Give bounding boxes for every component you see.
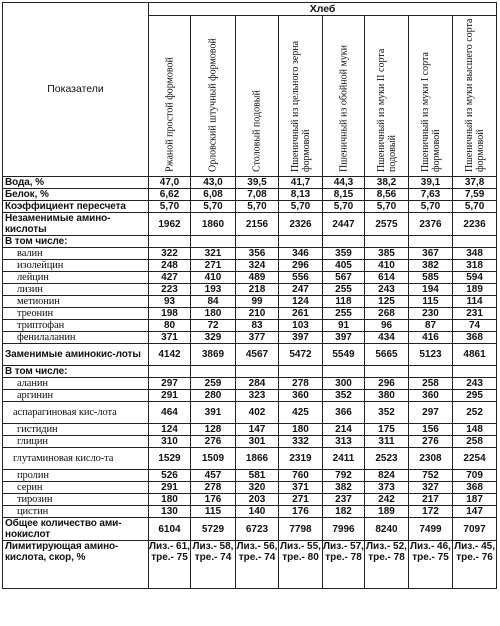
cell-value: 124 bbox=[279, 296, 323, 308]
row-label: цистин bbox=[3, 506, 149, 518]
cell-value: Лиз.- 61, тре.- 75 bbox=[149, 541, 191, 589]
cell-value: 180 bbox=[149, 494, 191, 506]
row-label: глицин bbox=[3, 436, 149, 448]
row-label: пролин bbox=[3, 470, 149, 482]
column-header bbox=[453, 16, 497, 177]
cell-value: 7,59 bbox=[453, 189, 497, 201]
cell-value: 7,08 bbox=[236, 189, 279, 201]
cell-value: 130 bbox=[149, 506, 191, 518]
cell-value: 356 bbox=[236, 248, 279, 260]
cell-value: 2575 bbox=[365, 213, 409, 236]
cell-value: 5729 bbox=[191, 518, 236, 541]
cell-value: 318 bbox=[453, 260, 497, 272]
cell-value: 5,70 bbox=[191, 201, 236, 213]
cell-value: 189 bbox=[453, 284, 497, 296]
row-label: тирозин bbox=[3, 494, 149, 506]
row-label: серин bbox=[3, 482, 149, 494]
table-row bbox=[3, 296, 497, 308]
cell-value: 83 bbox=[236, 320, 279, 332]
cell-value: 180 bbox=[279, 424, 323, 436]
cell-value bbox=[149, 236, 191, 248]
cell-value: 5,70 bbox=[323, 201, 365, 213]
cell-value: 6,62 bbox=[149, 189, 191, 201]
table-row bbox=[3, 541, 497, 589]
cell-value: 8,56 bbox=[365, 189, 409, 201]
cell-value: 352 bbox=[365, 402, 409, 424]
cell-value: 301 bbox=[236, 436, 279, 448]
cell-value: 391 bbox=[191, 402, 236, 424]
cell-value: 367 bbox=[409, 248, 453, 260]
cell-value: 38,2 bbox=[365, 177, 409, 189]
cell-value bbox=[191, 236, 236, 248]
cell-value: 248 bbox=[149, 260, 191, 272]
column-header-label: Орловский штучный формовой bbox=[207, 38, 219, 172]
cell-value: 43,0 bbox=[191, 177, 236, 189]
cell-value: 8240 bbox=[365, 518, 409, 541]
cell-value: 194 bbox=[409, 284, 453, 296]
cell-value: 295 bbox=[453, 390, 497, 402]
cell-value: 125 bbox=[365, 296, 409, 308]
cell-value: 402 bbox=[236, 402, 279, 424]
table-row bbox=[3, 332, 497, 344]
cell-value: 237 bbox=[323, 494, 365, 506]
cell-value: 1866 bbox=[236, 448, 279, 470]
column-header-label: Ржаной простой формовой bbox=[164, 57, 175, 172]
cell-value: 6104 bbox=[149, 518, 191, 541]
row-label: лизин bbox=[3, 284, 149, 296]
cell-value: 243 bbox=[453, 378, 497, 390]
cell-value: 193 bbox=[191, 284, 236, 296]
column-header-label: Столовый подовый bbox=[251, 90, 263, 172]
cell-value bbox=[365, 236, 409, 248]
cell-value: 7097 bbox=[453, 518, 497, 541]
cell-value: 175 bbox=[365, 424, 409, 436]
table-row bbox=[3, 494, 497, 506]
cell-value: 348 bbox=[453, 248, 497, 260]
table-row bbox=[3, 236, 497, 248]
cell-value: 321 bbox=[191, 248, 236, 260]
table-row bbox=[3, 284, 497, 296]
cell-value: 567 bbox=[323, 272, 365, 284]
row-label: аспарагиновая кис-лота bbox=[3, 402, 149, 424]
cell-value: Лиз.- 52, тре.- 78 bbox=[365, 541, 409, 589]
row-label: Коэффициент пересчета bbox=[3, 201, 149, 213]
cell-value: 352 bbox=[323, 390, 365, 402]
row-label: Незаменимые амино-кислоты bbox=[3, 213, 149, 236]
table-row bbox=[3, 424, 497, 436]
cell-value: 1509 bbox=[191, 448, 236, 470]
table-row bbox=[3, 436, 497, 448]
cell-value bbox=[149, 366, 191, 378]
cell-value: 258 bbox=[453, 436, 497, 448]
cell-value: 103 bbox=[279, 320, 323, 332]
cell-value: 96 bbox=[365, 320, 409, 332]
column-header bbox=[279, 16, 323, 177]
cell-value: 332 bbox=[279, 436, 323, 448]
cell-value: 261 bbox=[279, 308, 323, 320]
cell-value: 148 bbox=[453, 424, 497, 436]
cell-value: 280 bbox=[191, 390, 236, 402]
cell-value: 2376 bbox=[409, 213, 453, 236]
cell-value: 198 bbox=[149, 308, 191, 320]
table-row bbox=[3, 201, 497, 213]
cell-value: 172 bbox=[409, 506, 453, 518]
row-label: аргинин bbox=[3, 390, 149, 402]
cell-value: 44,3 bbox=[323, 177, 365, 189]
cell-value bbox=[453, 236, 497, 248]
cell-value: 329 bbox=[191, 332, 236, 344]
cell-value: 5,70 bbox=[409, 201, 453, 213]
column-header-label: Пшеничный из муки II сорта подовый bbox=[375, 48, 398, 172]
row-label: Заменимые аминокис-лоты bbox=[3, 344, 149, 366]
cell-value: 1860 bbox=[191, 213, 236, 236]
row-label: Вода, % bbox=[3, 177, 149, 189]
column-header bbox=[236, 16, 279, 177]
cell-value: 189 bbox=[365, 506, 409, 518]
cell-value: 218 bbox=[236, 284, 279, 296]
cell-value: 8,15 bbox=[323, 189, 365, 201]
row-label: глутаминовая кисло-та bbox=[3, 448, 149, 470]
table-row bbox=[3, 260, 497, 272]
cell-value: 252 bbox=[453, 402, 497, 424]
table-row bbox=[3, 272, 497, 284]
cell-value: 296 bbox=[365, 378, 409, 390]
cell-value: 230 bbox=[409, 308, 453, 320]
cell-value: 284 bbox=[236, 378, 279, 390]
cell-value: 7798 bbox=[279, 518, 323, 541]
table-row bbox=[3, 470, 497, 482]
cell-value: 255 bbox=[323, 284, 365, 296]
cell-value: 382 bbox=[323, 482, 365, 494]
cell-value bbox=[323, 236, 365, 248]
row-label: Общее количество ами-нокислот bbox=[3, 518, 149, 541]
cell-value: 434 bbox=[365, 332, 409, 344]
table-row bbox=[3, 366, 497, 378]
cell-value: 310 bbox=[149, 436, 191, 448]
cell-value: 581 bbox=[236, 470, 279, 482]
row-label: Белок, % bbox=[3, 189, 149, 201]
cell-value: 176 bbox=[279, 506, 323, 518]
cell-value: 128 bbox=[191, 424, 236, 436]
cell-value: 99 bbox=[236, 296, 279, 308]
cell-value: 147 bbox=[453, 506, 497, 518]
cell-value: 91 bbox=[323, 320, 365, 332]
cell-value: 320 bbox=[236, 482, 279, 494]
cell-value: 366 bbox=[323, 402, 365, 424]
cell-value: 210 bbox=[236, 308, 279, 320]
cell-value: 7499 bbox=[409, 518, 453, 541]
cell-value: 1529 bbox=[149, 448, 191, 470]
corner-header: Показатели bbox=[3, 3, 149, 177]
cell-value: 47,0 bbox=[149, 177, 191, 189]
cell-value: 124 bbox=[149, 424, 191, 436]
cell-value: 114 bbox=[453, 296, 497, 308]
row-label: Лимитирующая амино-кислота, скор, % bbox=[3, 541, 149, 589]
cell-value: 614 bbox=[365, 272, 409, 284]
cell-value: 594 bbox=[453, 272, 497, 284]
cell-value: 489 bbox=[236, 272, 279, 284]
cell-value: 425 bbox=[279, 402, 323, 424]
row-label: треонин bbox=[3, 308, 149, 320]
cell-value: 271 bbox=[279, 494, 323, 506]
cell-value: 7996 bbox=[323, 518, 365, 541]
cell-value: 268 bbox=[365, 308, 409, 320]
cell-value: 360 bbox=[279, 390, 323, 402]
cell-value: 182 bbox=[323, 506, 365, 518]
cell-value: 2319 bbox=[279, 448, 323, 470]
cell-value: 2411 bbox=[323, 448, 365, 470]
cell-value: 180 bbox=[191, 308, 236, 320]
cell-value: 296 bbox=[279, 260, 323, 272]
cell-value: 427 bbox=[149, 272, 191, 284]
cell-value: 2254 bbox=[453, 448, 497, 470]
cell-value bbox=[409, 236, 453, 248]
cell-value: 276 bbox=[191, 436, 236, 448]
cell-value: 585 bbox=[409, 272, 453, 284]
cell-value: 80 bbox=[149, 320, 191, 332]
cell-value: 752 bbox=[409, 470, 453, 482]
cell-value: 291 bbox=[149, 390, 191, 402]
cell-value: 276 bbox=[409, 436, 453, 448]
cell-value: 4142 bbox=[149, 344, 191, 366]
cell-value: 709 bbox=[453, 470, 497, 482]
cell-value: 323 bbox=[236, 390, 279, 402]
cell-value: 39,5 bbox=[236, 177, 279, 189]
column-header-label: Пшеничный из цельного зерна формовой bbox=[289, 40, 312, 172]
column-header bbox=[323, 16, 365, 177]
cell-value: 371 bbox=[279, 482, 323, 494]
table-row bbox=[3, 308, 497, 320]
table-row bbox=[3, 402, 497, 424]
row-label: аланин bbox=[3, 378, 149, 390]
cell-value: 115 bbox=[409, 296, 453, 308]
cell-value: Лиз.- 55, тре.- 80 bbox=[279, 541, 323, 589]
cell-value bbox=[409, 366, 453, 378]
cell-value: 2156 bbox=[236, 213, 279, 236]
cell-value: 118 bbox=[323, 296, 365, 308]
cell-value: 322 bbox=[149, 248, 191, 260]
cell-value: 297 bbox=[409, 402, 453, 424]
cell-value bbox=[279, 236, 323, 248]
row-label: В том числе: bbox=[3, 236, 149, 248]
cell-value: 84 bbox=[191, 296, 236, 308]
cell-value: 360 bbox=[409, 390, 453, 402]
cell-value: 382 bbox=[409, 260, 453, 272]
cell-value: 526 bbox=[149, 470, 191, 482]
cell-value: 5,70 bbox=[279, 201, 323, 213]
cell-value: 5,70 bbox=[365, 201, 409, 213]
cell-value: 556 bbox=[279, 272, 323, 284]
cell-value: 247 bbox=[279, 284, 323, 296]
row-label: лейцин bbox=[3, 272, 149, 284]
cell-value: 8,13 bbox=[279, 189, 323, 201]
cell-value: 297 bbox=[149, 378, 191, 390]
cell-value: 187 bbox=[453, 494, 497, 506]
cell-value bbox=[236, 236, 279, 248]
cell-value: Лиз.- 58, тре.- 74 bbox=[191, 541, 236, 589]
cell-value: 140 bbox=[236, 506, 279, 518]
cell-value: Лиз.- 46, тре.- 75 bbox=[409, 541, 453, 589]
cell-value: 410 bbox=[191, 272, 236, 284]
cell-value: 2523 bbox=[365, 448, 409, 470]
cell-value: 242 bbox=[365, 494, 409, 506]
column-header bbox=[409, 16, 453, 177]
row-label: гистидин bbox=[3, 424, 149, 436]
cell-value: 327 bbox=[409, 482, 453, 494]
cell-value: 5549 bbox=[323, 344, 365, 366]
cell-value: 115 bbox=[191, 506, 236, 518]
cell-value: 5,70 bbox=[236, 201, 279, 213]
cell-value: 4861 bbox=[453, 344, 497, 366]
cell-value: 1962 bbox=[149, 213, 191, 236]
table-row bbox=[3, 378, 497, 390]
cell-value: Лиз.- 57, тре.- 78 bbox=[323, 541, 365, 589]
cell-value: 464 bbox=[149, 402, 191, 424]
column-header-label: Пшеничный из обойной муки bbox=[338, 45, 349, 172]
cell-value: 147 bbox=[236, 424, 279, 436]
cell-value: 203 bbox=[236, 494, 279, 506]
cell-value: 217 bbox=[409, 494, 453, 506]
row-label: В том числе: bbox=[3, 366, 149, 378]
cell-value: 5472 bbox=[279, 344, 323, 366]
cell-value: 397 bbox=[323, 332, 365, 344]
cell-value: 760 bbox=[279, 470, 323, 482]
cell-value bbox=[365, 366, 409, 378]
cell-value: 39,1 bbox=[409, 177, 453, 189]
cell-value: 255 bbox=[323, 308, 365, 320]
cell-value: 2308 bbox=[409, 448, 453, 470]
table-row bbox=[3, 344, 497, 366]
cell-value: 2236 bbox=[453, 213, 497, 236]
cell-value: 41,7 bbox=[279, 177, 323, 189]
cell-value: 156 bbox=[409, 424, 453, 436]
cell-value: 223 bbox=[149, 284, 191, 296]
table-body bbox=[3, 177, 497, 589]
table-row bbox=[3, 177, 497, 189]
group-header: Хлеб bbox=[149, 3, 497, 16]
cell-value: 87 bbox=[409, 320, 453, 332]
row-label: изолейцин bbox=[3, 260, 149, 272]
cell-value: 176 bbox=[191, 494, 236, 506]
cell-value: 385 bbox=[365, 248, 409, 260]
cell-value: Лиз.- 45, тре.- 76 bbox=[453, 541, 497, 589]
cell-value: 243 bbox=[365, 284, 409, 296]
cell-value: 324 bbox=[236, 260, 279, 272]
table-row bbox=[3, 320, 497, 332]
column-header-label: Пшеничный из муки I сорта формовой bbox=[419, 52, 442, 172]
cell-value: 278 bbox=[279, 378, 323, 390]
cell-value bbox=[323, 366, 365, 378]
row-label: триптофан bbox=[3, 320, 149, 332]
cell-value: 93 bbox=[149, 296, 191, 308]
cell-value: 397 bbox=[279, 332, 323, 344]
table-row bbox=[3, 248, 497, 260]
cell-value: 259 bbox=[191, 378, 236, 390]
cell-value: 313 bbox=[323, 436, 365, 448]
cell-value: 405 bbox=[323, 260, 365, 272]
cell-value: 457 bbox=[191, 470, 236, 482]
cell-value: 3869 bbox=[191, 344, 236, 366]
column-header-label: Пшеничный из муки высшего сорта формовой bbox=[463, 18, 486, 172]
cell-value bbox=[191, 366, 236, 378]
table-row bbox=[3, 482, 497, 494]
cell-value: 410 bbox=[365, 260, 409, 272]
cell-value: 231 bbox=[453, 308, 497, 320]
table-row bbox=[3, 448, 497, 470]
cell-value: 373 bbox=[365, 482, 409, 494]
cell-value: 4567 bbox=[236, 344, 279, 366]
cell-value: 7,63 bbox=[409, 189, 453, 201]
cell-value: 74 bbox=[453, 320, 497, 332]
cell-value: Лиз.- 56, тре.- 74 bbox=[236, 541, 279, 589]
cell-value: 359 bbox=[323, 248, 365, 260]
cell-value: 2326 bbox=[279, 213, 323, 236]
cell-value: 792 bbox=[323, 470, 365, 482]
cell-value: 311 bbox=[365, 436, 409, 448]
cell-value: 6723 bbox=[236, 518, 279, 541]
row-label: валин bbox=[3, 248, 149, 260]
cell-value: 368 bbox=[453, 332, 497, 344]
cell-value: 346 bbox=[279, 248, 323, 260]
cell-value: 72 bbox=[191, 320, 236, 332]
cell-value: 2447 bbox=[323, 213, 365, 236]
column-header bbox=[149, 16, 191, 177]
column-header bbox=[365, 16, 409, 177]
cell-value: 271 bbox=[191, 260, 236, 272]
cell-value bbox=[279, 366, 323, 378]
cell-value: 258 bbox=[409, 378, 453, 390]
cell-value: 214 bbox=[323, 424, 365, 436]
row-label: фенилаланин bbox=[3, 332, 149, 344]
table-row bbox=[3, 506, 497, 518]
row-label: метионин bbox=[3, 296, 149, 308]
cell-value: 5123 bbox=[409, 344, 453, 366]
table-row bbox=[3, 390, 497, 402]
cell-value: 278 bbox=[191, 482, 236, 494]
cell-value: 5,70 bbox=[149, 201, 191, 213]
cell-value bbox=[236, 366, 279, 378]
cell-value: 5665 bbox=[365, 344, 409, 366]
cell-value: 5,70 bbox=[453, 201, 497, 213]
cell-value: 37,8 bbox=[453, 177, 497, 189]
table-row bbox=[3, 518, 497, 541]
cell-value: 291 bbox=[149, 482, 191, 494]
cell-value bbox=[453, 366, 497, 378]
column-header bbox=[191, 16, 236, 177]
cell-value: 6,08 bbox=[191, 189, 236, 201]
cell-value: 824 bbox=[365, 470, 409, 482]
cell-value: 300 bbox=[323, 378, 365, 390]
cell-value: 377 bbox=[236, 332, 279, 344]
amino-acid-table bbox=[2, 2, 497, 589]
cell-value: 380 bbox=[365, 390, 409, 402]
cell-value: 368 bbox=[453, 482, 497, 494]
table-row bbox=[3, 189, 497, 201]
cell-value: 416 bbox=[409, 332, 453, 344]
table-row bbox=[3, 213, 497, 236]
cell-value: 371 bbox=[149, 332, 191, 344]
